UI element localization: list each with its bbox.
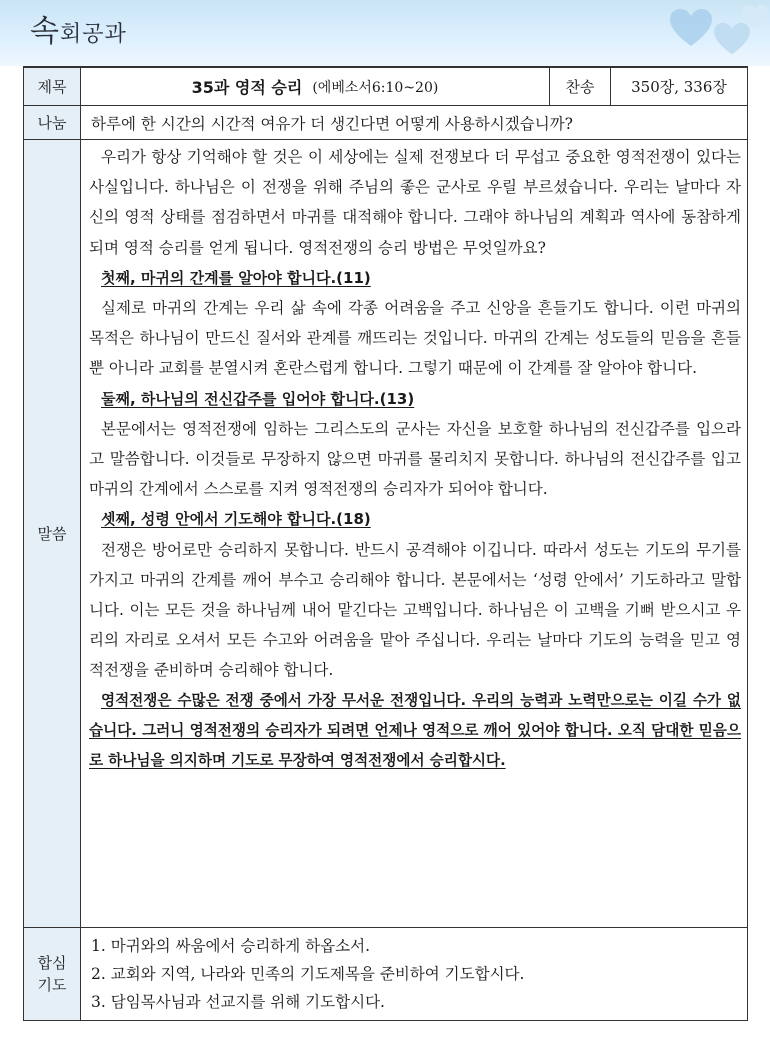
lesson-title: 35과 영적 승리	[191, 78, 303, 97]
heart-icon	[740, 4, 770, 30]
prayer-list	[81, 928, 747, 1020]
point2-heading: 둘째, 하나님의 전신갑주를 입어야 합니다.(13)	[101, 389, 415, 408]
subject-label: 제목	[24, 68, 81, 105]
sermon-row	[24, 140, 747, 928]
sermon-body	[81, 140, 747, 927]
prayer-label-line1: 합심	[37, 954, 67, 972]
lesson-table	[23, 66, 748, 1021]
page-title-first: 속	[30, 14, 60, 49]
point1-heading: 첫째, 마귀의 간계를 알아야 합니다.(11)	[101, 268, 371, 287]
hymn-label: 찬송	[550, 68, 611, 105]
header-banner	[0, 0, 770, 66]
prayer-item: 2. 교회와 지역, 나라와 민족의 기도제목을 준비하여 기도합시다.	[91, 965, 525, 983]
sermon-summary: 영적전쟁은 수많은 전쟁 중에서 가장 무서운 전쟁입니다. 우리의 능력과 노력만으로는 이길 수가 없습니다. 그러니 영적전쟁의 승리자가 되려면 언제나 영적으로 깨어 있어야 합니다. 오직 담대한 믿음으로 하나님을 의지하며 기도로 무장하여 영적전쟁에서 승리합시다.	[89, 691, 741, 770]
point3-body: 전쟁은 방어로만 승리하지 못합니다. 반드시 공격해야 이깁니다. 따라서 성도는 기도의 무기를 가지고 마귀의 간계를 깨어 부수고 승리해야 합니다. 본문에서는 ‘성령 안에서’ 기도하라고 말합니다. 이는 모든 것을 하나님께 내어 맡긴다는 고백입니다. 하나님은 이 고백을 기뻐 받으시고 우리의 자리로 오셔서 모든 수고와 어려움을 맡아 주십니다. 우리는 날마다 기도의 능력을 믿고 영적전쟁을 준비하며 승리해야 합니다.	[89, 540, 741, 680]
sermon-intro: 우리가 항상 기억해야 할 것은 이 세상에는 실제 전쟁보다 더 무섭고 중요한 영적전쟁이 있다는 사실입니다. 하나님은 이 전쟁을 위해 주님의 좋은 군사로 우릴 부르셨습니다. 우리는 날마다 자신의 영적 상태를 점검하면서 마귀를 대적해야 합니다. 그래야 하나님의 계획과 역사에 동참하게 되며 영적 승리를 얻게 됩니다. 영적전쟁의 승리 방법은 무엇일까요?	[89, 148, 741, 257]
lesson-title-cell	[81, 68, 550, 105]
share-question: 하루에 한 시간의 시간적 여유가 더 생긴다면 어떻게 사용하시겠습니까?	[91, 114, 573, 133]
point1-body: 실제로 마귀의 간계는 우리 삶 속에 각종 어려움을 주고 신앙을 흔들기도 합니다. 이런 마귀의 목적은 하나님이 만드신 질서와 관계를 깨뜨리는 것입니다. 마귀의 간계는 성도들의 믿음을 흔들 뿐 아니라 교회를 분열시켜 혼란스럽게 합니다. 그렇기 때문에 이 간계를 잘 알아야 합니다.	[89, 299, 741, 378]
point3-heading: 셋째, 성령 안에서 기도해야 합니다.(18)	[101, 510, 371, 529]
prayer-item: 3. 담임목사님과 선교지를 위해 기도합시다.	[91, 993, 385, 1011]
share-row	[24, 106, 747, 140]
title-row	[24, 66, 747, 106]
point2-body: 본문에서는 영적전쟁에 임하는 그리스도의 군사는 자신을 보호할 하나님의 전신갑주를 입으라고 말씀합니다. 이것들로 무장하지 않으면 마귀를 물리치지 못합니다. 하나님의 전신갑주를 입고 마귀의 간계에서 스스로를 지켜 영적전쟁의 승리자가 되어야 합니다.	[89, 419, 741, 499]
hymn-numbers: 350장, 336장	[631, 78, 727, 96]
prayer-label	[24, 928, 81, 1020]
page-title	[30, 6, 127, 50]
prayer-item: 1. 마귀와의 싸움에서 승리하게 하옵소서.	[91, 937, 370, 955]
page-title-rest: 회공과	[59, 22, 127, 47]
prayer-label-line2: 기도	[37, 976, 67, 994]
sermon-label: 말씀	[24, 140, 81, 927]
prayer-row	[24, 928, 747, 1021]
heart-icon	[668, 8, 714, 48]
scripture-reference: (에베소서6:10~20)	[312, 79, 439, 96]
share-label: 나눔	[24, 106, 81, 139]
